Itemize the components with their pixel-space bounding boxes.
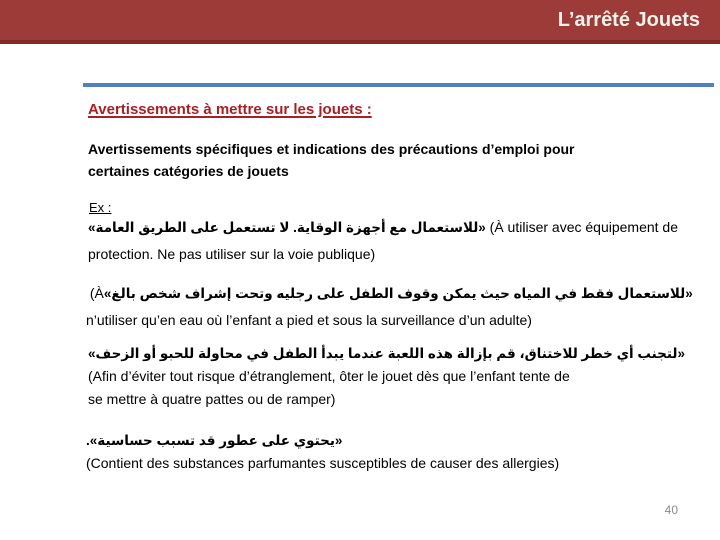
french-translation-1b: protection. Ne pas utiliser sur la voie publique) <box>88 246 376 262</box>
french-translation-4a: (Contient des substances parfumantes susceptibles de causer des allergies) <box>86 455 560 471</box>
intro-line-1: Avertissements spécifiques et indications des précautions d’emploi pour <box>88 141 575 157</box>
page-number: 40 <box>664 503 678 517</box>
french-translation-2b: n’utiliser qu’en eau où l’enfant a pied et sous la surveillance d’un adulte) <box>86 312 532 328</box>
arabic-warning-3: «لتجنب أي خطر للاختناق، قم بإزالة هذه اللعبة عندما يبدأ الطفل في محاولة للحبو أو الزحف» <box>88 346 685 361</box>
french-translation-3a: (Afin d’éviter tout risque d’étranglement, ôter le jouet dès que l’enfant tente de <box>88 368 570 384</box>
arabic-warning-2: «للاستعمال فقط في المياه حيث يمكن وقوف الطفل على رجليه وتحت إشراف شخص بالغ» <box>103 286 693 301</box>
example-block-4 <box>86 429 708 475</box>
french-translation-3b: se mettre à quatre pattes ou de ramper) <box>88 391 336 407</box>
example-block-1 <box>88 214 710 268</box>
section-heading: Avertissements à mettre sur les jouets : <box>88 101 372 118</box>
title-separator-line <box>83 83 714 87</box>
slide-title: L’arrêté Jouets <box>557 8 700 31</box>
example-label: Ex : <box>89 200 112 215</box>
arabic-warning-4: «يحتوي على عطور قد تسبب حساسية». <box>86 433 343 448</box>
french-translation-2a: (À <box>86 285 104 301</box>
example-block-3 <box>88 342 710 411</box>
arabic-warning-1: «للاستعمال مع أجهزة الوقاية. لا تستعمل على الطريق العامة» <box>88 220 486 235</box>
intro-paragraph <box>88 138 708 182</box>
intro-line-2: certaines catégories de jouets <box>88 163 289 179</box>
header-bar <box>0 0 720 44</box>
french-translation-1a: (À utiliser avec équipement de <box>485 219 678 235</box>
example-block-2 <box>86 280 708 333</box>
